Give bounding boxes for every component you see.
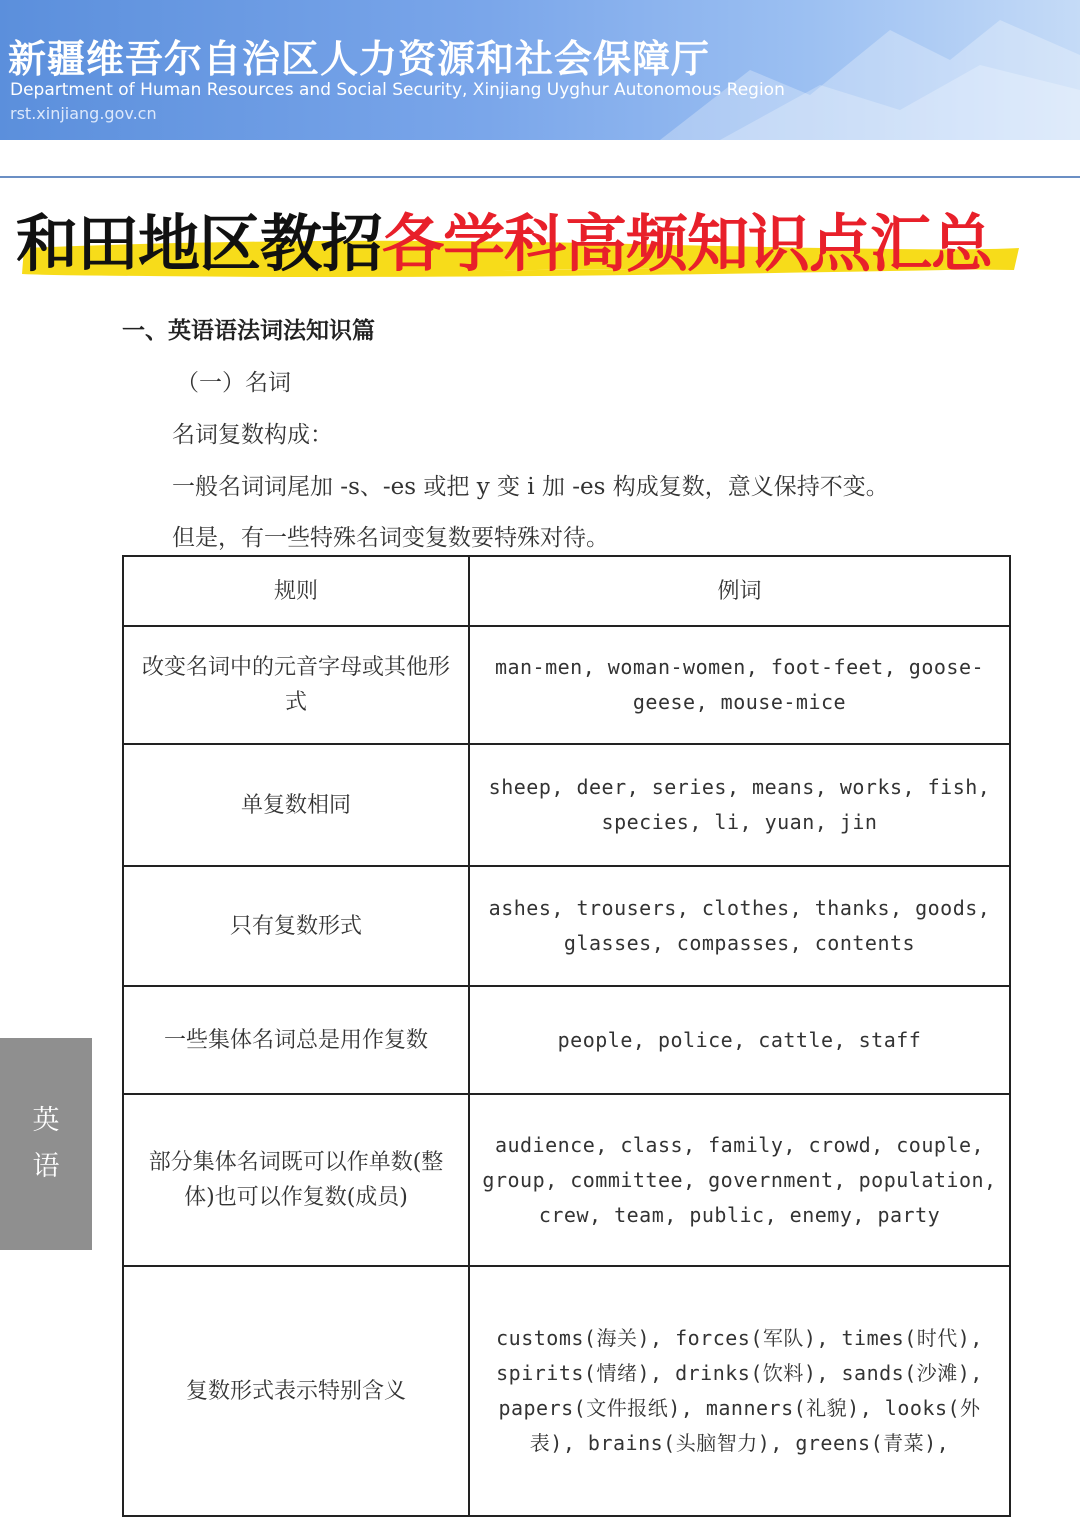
noun-plural-table (122, 555, 1011, 1517)
column-header-rule: 规则 (123, 556, 469, 626)
examples-cell: sheep, deer, series, means, works, fish, species, li, yuan, jin (469, 744, 1010, 866)
examples-cell: audience, class, family, crowd, couple, group, committee, government, population, crew, team, public, enemy, party (469, 1094, 1010, 1266)
paragraph-line: 名词复数构成： (172, 422, 333, 448)
table-row (123, 744, 1010, 866)
table-row (123, 1094, 1010, 1266)
table-header-row (123, 556, 1010, 626)
rule-cell: 改变名词中的元音字母或其他形式 (123, 626, 469, 744)
banner-title: 新疆维吾尔自治区人力资源和社会保障厅 (8, 37, 711, 81)
rule-cell: 部分集体名词既可以作单数(整体)也可以作复数(成员) (123, 1094, 469, 1266)
mountain-graphic (660, 0, 1080, 140)
headline (14, 186, 1074, 286)
divider (0, 176, 1080, 178)
table-row (123, 866, 1010, 986)
examples-cell: man-men, woman-women, foot-feet, goose-geese, mouse-mice (469, 626, 1010, 744)
rule-cell: 复数形式表示特别含义 (123, 1266, 469, 1516)
site-banner (0, 0, 1080, 140)
table-row (123, 626, 1010, 744)
subject-tab-char: 英 (32, 1105, 60, 1136)
headline-part2: 各学科高频知识点汇总 (382, 207, 993, 280)
table-row (123, 1266, 1010, 1516)
rule-cell: 一些集体名词总是用作复数 (123, 986, 469, 1094)
headline-part1: 和田地区教招 (16, 207, 383, 280)
paragraph-line: 但是，有一些特殊名词变复数要特殊对待。 (172, 525, 609, 551)
headline-text (16, 194, 992, 283)
examples-cell: customs(海关), forces(军队), times(时代), spirits(情绪), drinks(饮料), sands(沙滩), papers(文件报纸), manners(礼貌), looks(外表), brains(头脑智力), greens(青菜), (469, 1266, 1010, 1516)
subject-tab-char: 语 (32, 1151, 60, 1182)
rule-cell: 单复数相同 (123, 744, 469, 866)
subject-tab[interactable] (0, 1038, 92, 1250)
banner-subtitle: Department of Human Resources and Social Security, Xinjiang Uyghur Autonomous Region (10, 80, 785, 100)
rule-cell: 只有复数形式 (123, 866, 469, 986)
examples-cell: people, police, cattle, staff (469, 986, 1010, 1094)
section-heading: 一、英语语法词法知识篇 (122, 318, 375, 344)
subheading: （一）名词 (176, 370, 291, 396)
table-row (123, 986, 1010, 1094)
examples-cell: ashes, trousers, clothes, thanks, goods, glasses, compasses, contents (469, 866, 1010, 986)
column-header-examples: 例词 (469, 556, 1010, 626)
paragraph-line: 一般名词词尾加 -s、-es 或把 y 变 i 加 -es 构成复数，意义保持不变。 (172, 474, 889, 500)
banner-url[interactable]: rst.xinjiang.gov.cn (10, 104, 157, 123)
